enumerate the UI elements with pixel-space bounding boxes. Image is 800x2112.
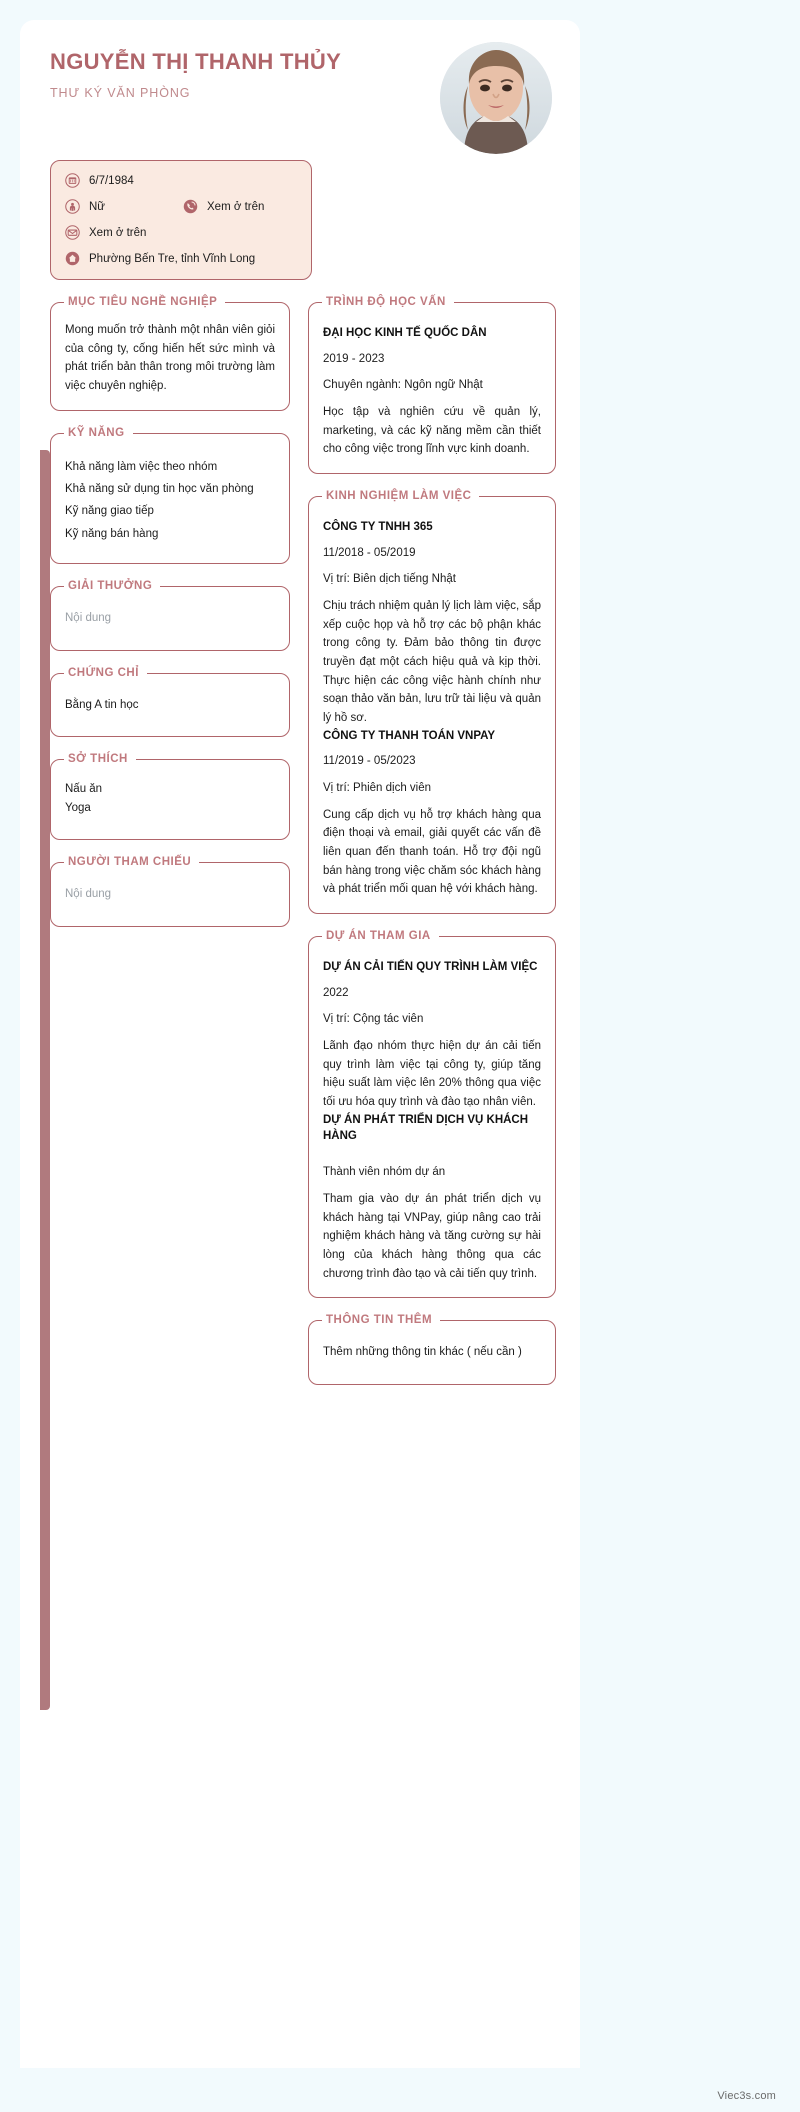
section-extra-info-title: THÔNG TIN THÊM — [322, 1314, 440, 1326]
contact-email-value: Xem ở trên — [89, 226, 147, 239]
contact-birthday-value: 6/7/1984 — [89, 174, 134, 187]
section-objective — [50, 294, 290, 411]
list-item: Bằng A tin học — [65, 698, 139, 711]
experience-item — [323, 728, 541, 899]
section-objective-title: MỤC TIÊU NGHỀ NGHIỆP — [64, 296, 225, 308]
avatar — [440, 42, 552, 154]
experience-period: 11/2018 - 05/2019 — [323, 546, 416, 559]
experience-item — [323, 519, 541, 728]
column-divider-bar — [40, 450, 50, 1710]
left-column — [50, 294, 290, 1399]
footer-watermark: Viec3s.com — [717, 2090, 776, 2102]
contact-address-value: Phường Bến Tre, tỉnh Vĩnh Long — [89, 252, 256, 265]
project-position: Vị trí: Cộng tác viên — [323, 1012, 424, 1025]
section-awards — [50, 578, 290, 650]
section-experience-title: KINH NGHIỆM LÀM VIỆC — [322, 490, 479, 502]
objective-text: Mong muốn trở thành một nhân viên giỏi của công ty, cống hiến hết sức mình và phát triển bản thân trong môi trường làm việc chuyên nghiệp. — [65, 324, 275, 392]
list-item: Khả năng sử dụng tin học văn phòng — [65, 482, 254, 495]
section-references — [50, 854, 290, 926]
section-skills-title: KỸ NĂNG — [64, 427, 133, 439]
contact-birthday — [64, 172, 134, 189]
page-title: NGUYỄN THỊ THANH THỦY — [50, 49, 342, 74]
experience-company: CÔNG TY TNHH 365 — [323, 521, 433, 534]
education-major: Chuyên ngành: Ngôn ngữ Nhật — [323, 378, 483, 391]
home-icon — [64, 250, 81, 267]
project-item — [323, 959, 541, 1112]
right-column — [308, 294, 556, 1399]
experience-period: 11/2019 - 05/2023 — [323, 755, 416, 768]
section-projects-title: DỰ ÁN THAM GIA — [322, 930, 439, 942]
section-hobbies — [50, 751, 290, 840]
list-item: Yoga — [65, 801, 91, 814]
contact-row-birthday — [64, 172, 297, 189]
section-awards-title: GIẢI THƯỞNG — [64, 580, 160, 592]
cv-header — [20, 20, 580, 150]
contact-row-email — [64, 224, 297, 241]
education-school: ĐẠI HỌC KINH TẾ QUỐC DÂN — [323, 327, 487, 339]
project-item — [323, 1112, 541, 1284]
experience-detail: Chịu trách nhiệm quản lý lịch làm việc, sắp xếp cuộc họp và hỗ trợ các bộ phận khác trong công ty. Đảm bảo thông tin được truyền đạt một cách hiệu quả và kịp thời. Thực hiện các công việc hành chính như soạn thảo văn bản, lưu trữ tài liệu và quản lý hồ sơ. — [323, 600, 541, 724]
contact-row-gender-phone — [64, 198, 297, 215]
contact-row-address — [64, 250, 297, 267]
contact-gender-value: Nữ — [89, 200, 106, 213]
contact-phone — [182, 198, 264, 215]
experience-position: Vị trí: Phiên dịch viên — [323, 781, 432, 794]
experience-company: CÔNG TY THANH TOÁN VNPAY — [323, 729, 496, 742]
project-detail: Lãnh đạo nhóm thực hiện dự án cải tiến quy trình làm việc tại công ty, giúp tăng hiệu suất làm việc lên 20% thông qua việc tối ưu hóa quy trình và đào tạo nhân viên. — [323, 1040, 541, 1108]
cv-body — [20, 280, 580, 1399]
project-year: 2022 — [323, 986, 349, 999]
extra-info-text: Thêm những thông tin khác ( nếu cần ) — [323, 1346, 522, 1359]
portrait-photo-icon — [440, 42, 552, 154]
section-education — [308, 294, 556, 474]
contact-email — [64, 224, 146, 241]
calendar-icon — [64, 172, 81, 189]
contact-card — [50, 160, 312, 280]
list-item: Kỹ năng bán hàng — [65, 527, 159, 540]
education-detail: Học tập và nghiên cứu về quản lý, marketing, và các kỹ năng mềm cần thiết cho công việc trong lĩnh vực kinh doanh. — [323, 406, 541, 456]
gender-icon — [64, 198, 81, 215]
contact-phone-value: Xem ở trên — [207, 200, 265, 213]
section-extra-info — [308, 1312, 556, 1384]
list-item: Khả năng làm việc theo nhóm — [65, 460, 218, 473]
experience-detail: Cung cấp dịch vụ hỗ trợ khách hàng qua điện thoại và email, giải quyết các vấn đề liên quan đến thanh toán. Hỗ trợ đội ngũ bán hàng trong việc chăm sóc khách hàng và phát triển mối quan hệ với khách hàng. — [323, 808, 541, 896]
list-item: Nấu ăn — [65, 783, 103, 796]
email-icon — [64, 224, 81, 241]
project-name: DỰ ÁN CẢI TIẾN QUY TRÌNH LÀM VIỆC — [323, 960, 538, 973]
section-hobbies-title: SỞ THÍCH — [64, 753, 136, 765]
section-projects — [308, 928, 556, 1298]
awards-placeholder: Nội dung — [65, 612, 112, 625]
section-certificates — [50, 665, 290, 737]
project-position: Thành viên nhóm dự án — [323, 1165, 446, 1178]
contact-gender — [64, 198, 182, 215]
section-education-title: TRÌNH ĐỘ HỌC VẤN — [322, 296, 454, 308]
section-skills — [50, 425, 290, 565]
experience-position: Vị trí: Biên dịch tiếng Nhật — [323, 572, 456, 585]
phone-icon — [182, 198, 199, 215]
list-item: Kỹ năng giao tiếp — [65, 505, 154, 518]
section-experience — [308, 488, 556, 914]
section-references-title: NGƯỜI THAM CHIẾU — [64, 856, 199, 868]
section-certificates-title: CHỨNG CHỈ — [64, 667, 147, 679]
contact-address — [64, 250, 255, 267]
project-detail: Tham gia vào dự án phát triển dịch vụ khách hàng tại VNPay, giúp nâng cao trải nghiệm khách hàng và tăng cường sự hài lòng của khách hàng thông qua các chương trình đào tạo và cải tiến quy trình. — [323, 1193, 541, 1280]
education-years: 2019 - 2023 — [323, 352, 385, 365]
job-title: THƯ KÝ VĂN PHÒNG — [50, 86, 191, 101]
cv-sheet — [20, 20, 580, 2068]
project-name: DỰ ÁN PHÁT TRIỂN DỊCH VỤ KHÁCH HÀNG — [323, 1113, 529, 1143]
references-placeholder: Nội dung — [65, 888, 112, 901]
